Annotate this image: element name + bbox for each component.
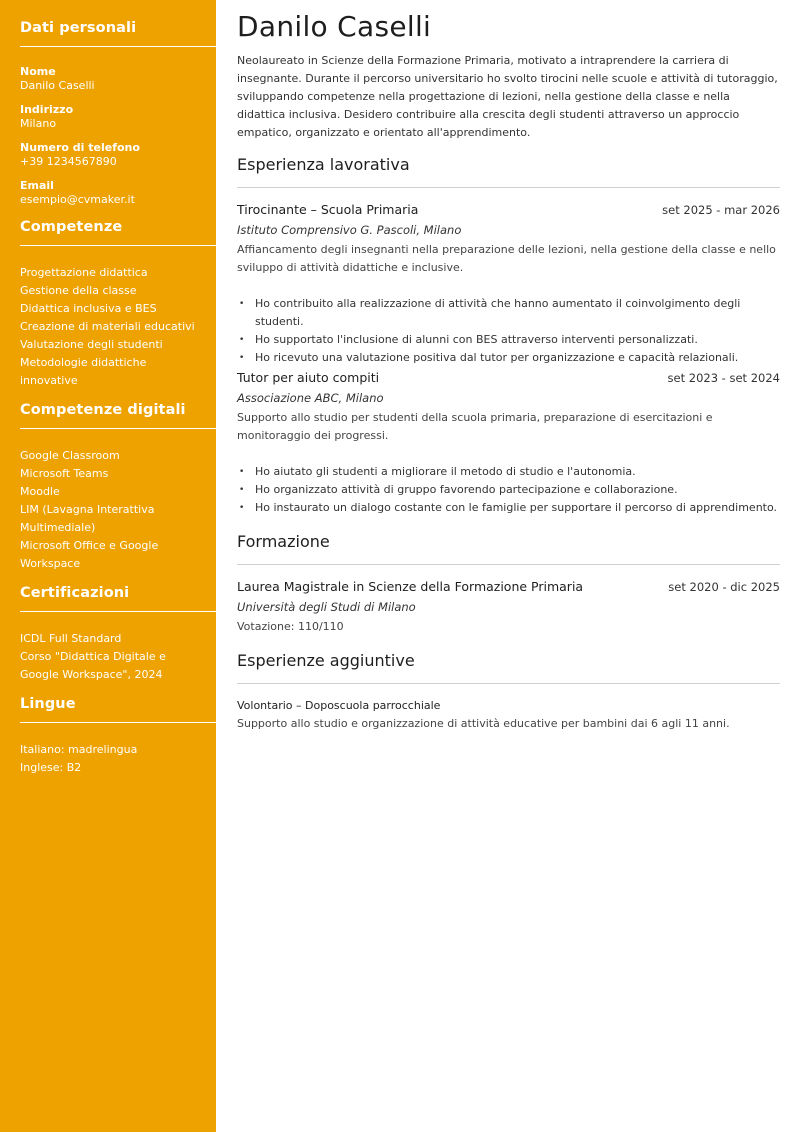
divider [20, 245, 216, 246]
email-value: esempio@cvmaker.it [20, 193, 135, 206]
skill-item: Gestione della classe [20, 284, 137, 297]
name-label: Nome [20, 65, 56, 78]
divider [237, 683, 780, 684]
job-description: Supporto allo studio per studenti della scuola primaria, preparazione di esercitazioni e monitoraggio dei progressi. [237, 411, 713, 442]
candidate-name: Danilo Caselli [237, 10, 432, 43]
university: Università degli Studi di Milano [237, 600, 416, 614]
certifications-heading: Certificazioni [20, 585, 130, 601]
skill-item: Progettazione didattica [20, 266, 148, 279]
digital-item: Microsoft Office e Google Workspace [20, 539, 159, 570]
entry-header [237, 369, 780, 387]
certification-item: Corso "Didattica Digitale e Google Workspace", 2024 [20, 650, 166, 681]
digital-heading: Competenze digitali [20, 402, 186, 418]
job-title: Tutor per aiuto compiti [237, 370, 380, 385]
digital-item: LIM (Lavagna Interattiva Multimediale) [20, 503, 155, 534]
achievement-item: • Ho aiutato gli studenti a migliorare il metodo di studio e l'autonomia. [237, 463, 780, 481]
language-item: Italiano: madrelingua [20, 743, 138, 756]
experience-section [237, 154, 780, 517]
education-heading: Formazione [237, 532, 330, 551]
education-entry [237, 578, 780, 636]
divider [237, 187, 780, 188]
profile-summary: Neolaureato in Scienze della Formazione Primaria, motivato a intraprendere la carriera di insegnante. Durante il percorso universitario ho svolto tirocini nelle scuole e attività di tutoraggio, sviluppando competenze nella progettazione di lezioni, nella gestione della classe e nella didattica inclusiva. Desidero contribuire alla crescita degli studenti attraverso un approccio empatico, organizzato e orientato all'apprendimento. [237, 54, 778, 139]
main-content [237, 0, 780, 733]
skills-heading: Competenze [20, 219, 123, 235]
additional-heading: Esperienze aggiuntive [237, 651, 415, 670]
achievement-item: • Ho organizzato attività di gruppo favorendo partecipazione e collaborazione. [237, 481, 780, 499]
employer: Associazione ABC, Milano [237, 391, 384, 405]
digital-item: Moodle [20, 485, 60, 498]
achievement-item: • Ho supportato l'inclusione di alunni con BES attraverso interventi personalizzati. [237, 331, 780, 349]
job-description: Affiancamento degli insegnanti nella preparazione delle lezioni, nella gestione della classe e nello sviluppo di attività didattiche e inclusive. [237, 243, 776, 274]
skill-item: Metodologie didattiche innovative [20, 356, 147, 387]
experience-entry [237, 201, 780, 367]
achievements-list [237, 295, 780, 367]
name-value: Danilo Caselli [20, 79, 95, 92]
skills-section [20, 217, 216, 390]
degree-title: Laurea Magistrale in Scienze della Formazione Primaria [237, 579, 584, 594]
digital-list [20, 447, 216, 573]
divider [20, 722, 216, 723]
additional-title: Volontario – Doposcuola parrocchiale [237, 699, 441, 712]
personal-section [20, 18, 216, 207]
languages-list [20, 741, 216, 777]
divider [20, 611, 216, 612]
certifications-list [20, 630, 216, 684]
sidebar [0, 0, 216, 1132]
divider [20, 46, 216, 47]
experience-entry [237, 369, 780, 517]
skill-item: Creazione di materiali educativi [20, 320, 195, 333]
email-label: Email [20, 179, 54, 192]
achievements-list [237, 463, 780, 517]
address-label: Indirizzo [20, 103, 74, 116]
experience-heading: Esperienza lavorativa [237, 155, 410, 174]
achievement-item: • Ho instaurato un dialogo costante con le famiglie per supportare il percorso di apprendimento. [237, 499, 780, 517]
achievement-item: • Ho contribuito alla realizzazione di attività che hanno aumentato il coinvolgimento degli studenti. [237, 295, 780, 331]
digital-section [20, 400, 216, 573]
languages-heading: Lingue [20, 696, 76, 712]
additional-section [237, 650, 780, 733]
job-date: set 2023 - set 2024 [667, 371, 780, 385]
job-date: set 2025 - mar 2026 [662, 203, 780, 217]
employer: Istituto Comprensivo G. Pascoli, Milano [237, 223, 462, 237]
skill-item: Valutazione degli studenti [20, 338, 163, 351]
entry-header [237, 201, 780, 219]
grade: Votazione: 110/110 [237, 620, 344, 633]
skill-item: Didattica inclusiva e BES [20, 302, 157, 315]
phone-value: +39 1234567890 [20, 155, 117, 168]
achievement-item: • Ho ricevuto una valutazione positiva dal tutor per organizzazione e capacità relazionali. [237, 349, 780, 367]
divider [237, 564, 780, 565]
phone-label: Numero di telefono [20, 141, 140, 154]
personal-heading: Dati personali [20, 20, 137, 36]
job-title: Tirocinante – Scuola Primaria [237, 202, 419, 217]
certification-item: ICDL Full Standard [20, 632, 122, 645]
address-value: Milano [20, 117, 57, 130]
skills-list [20, 264, 216, 390]
additional-description: Supporto allo studio e organizzazione di attività educative per bambini dai 6 agli 11 anni. [237, 717, 730, 730]
digital-item: Google Classroom [20, 449, 120, 462]
divider [20, 428, 216, 429]
languages-section [20, 694, 216, 777]
certifications-section [20, 583, 216, 684]
degree-date: set 2020 - dic 2025 [668, 580, 780, 594]
entry-header [237, 578, 780, 596]
digital-item: Microsoft Teams [20, 467, 109, 480]
education-section [237, 531, 780, 636]
language-item: Inglese: B2 [20, 761, 82, 774]
